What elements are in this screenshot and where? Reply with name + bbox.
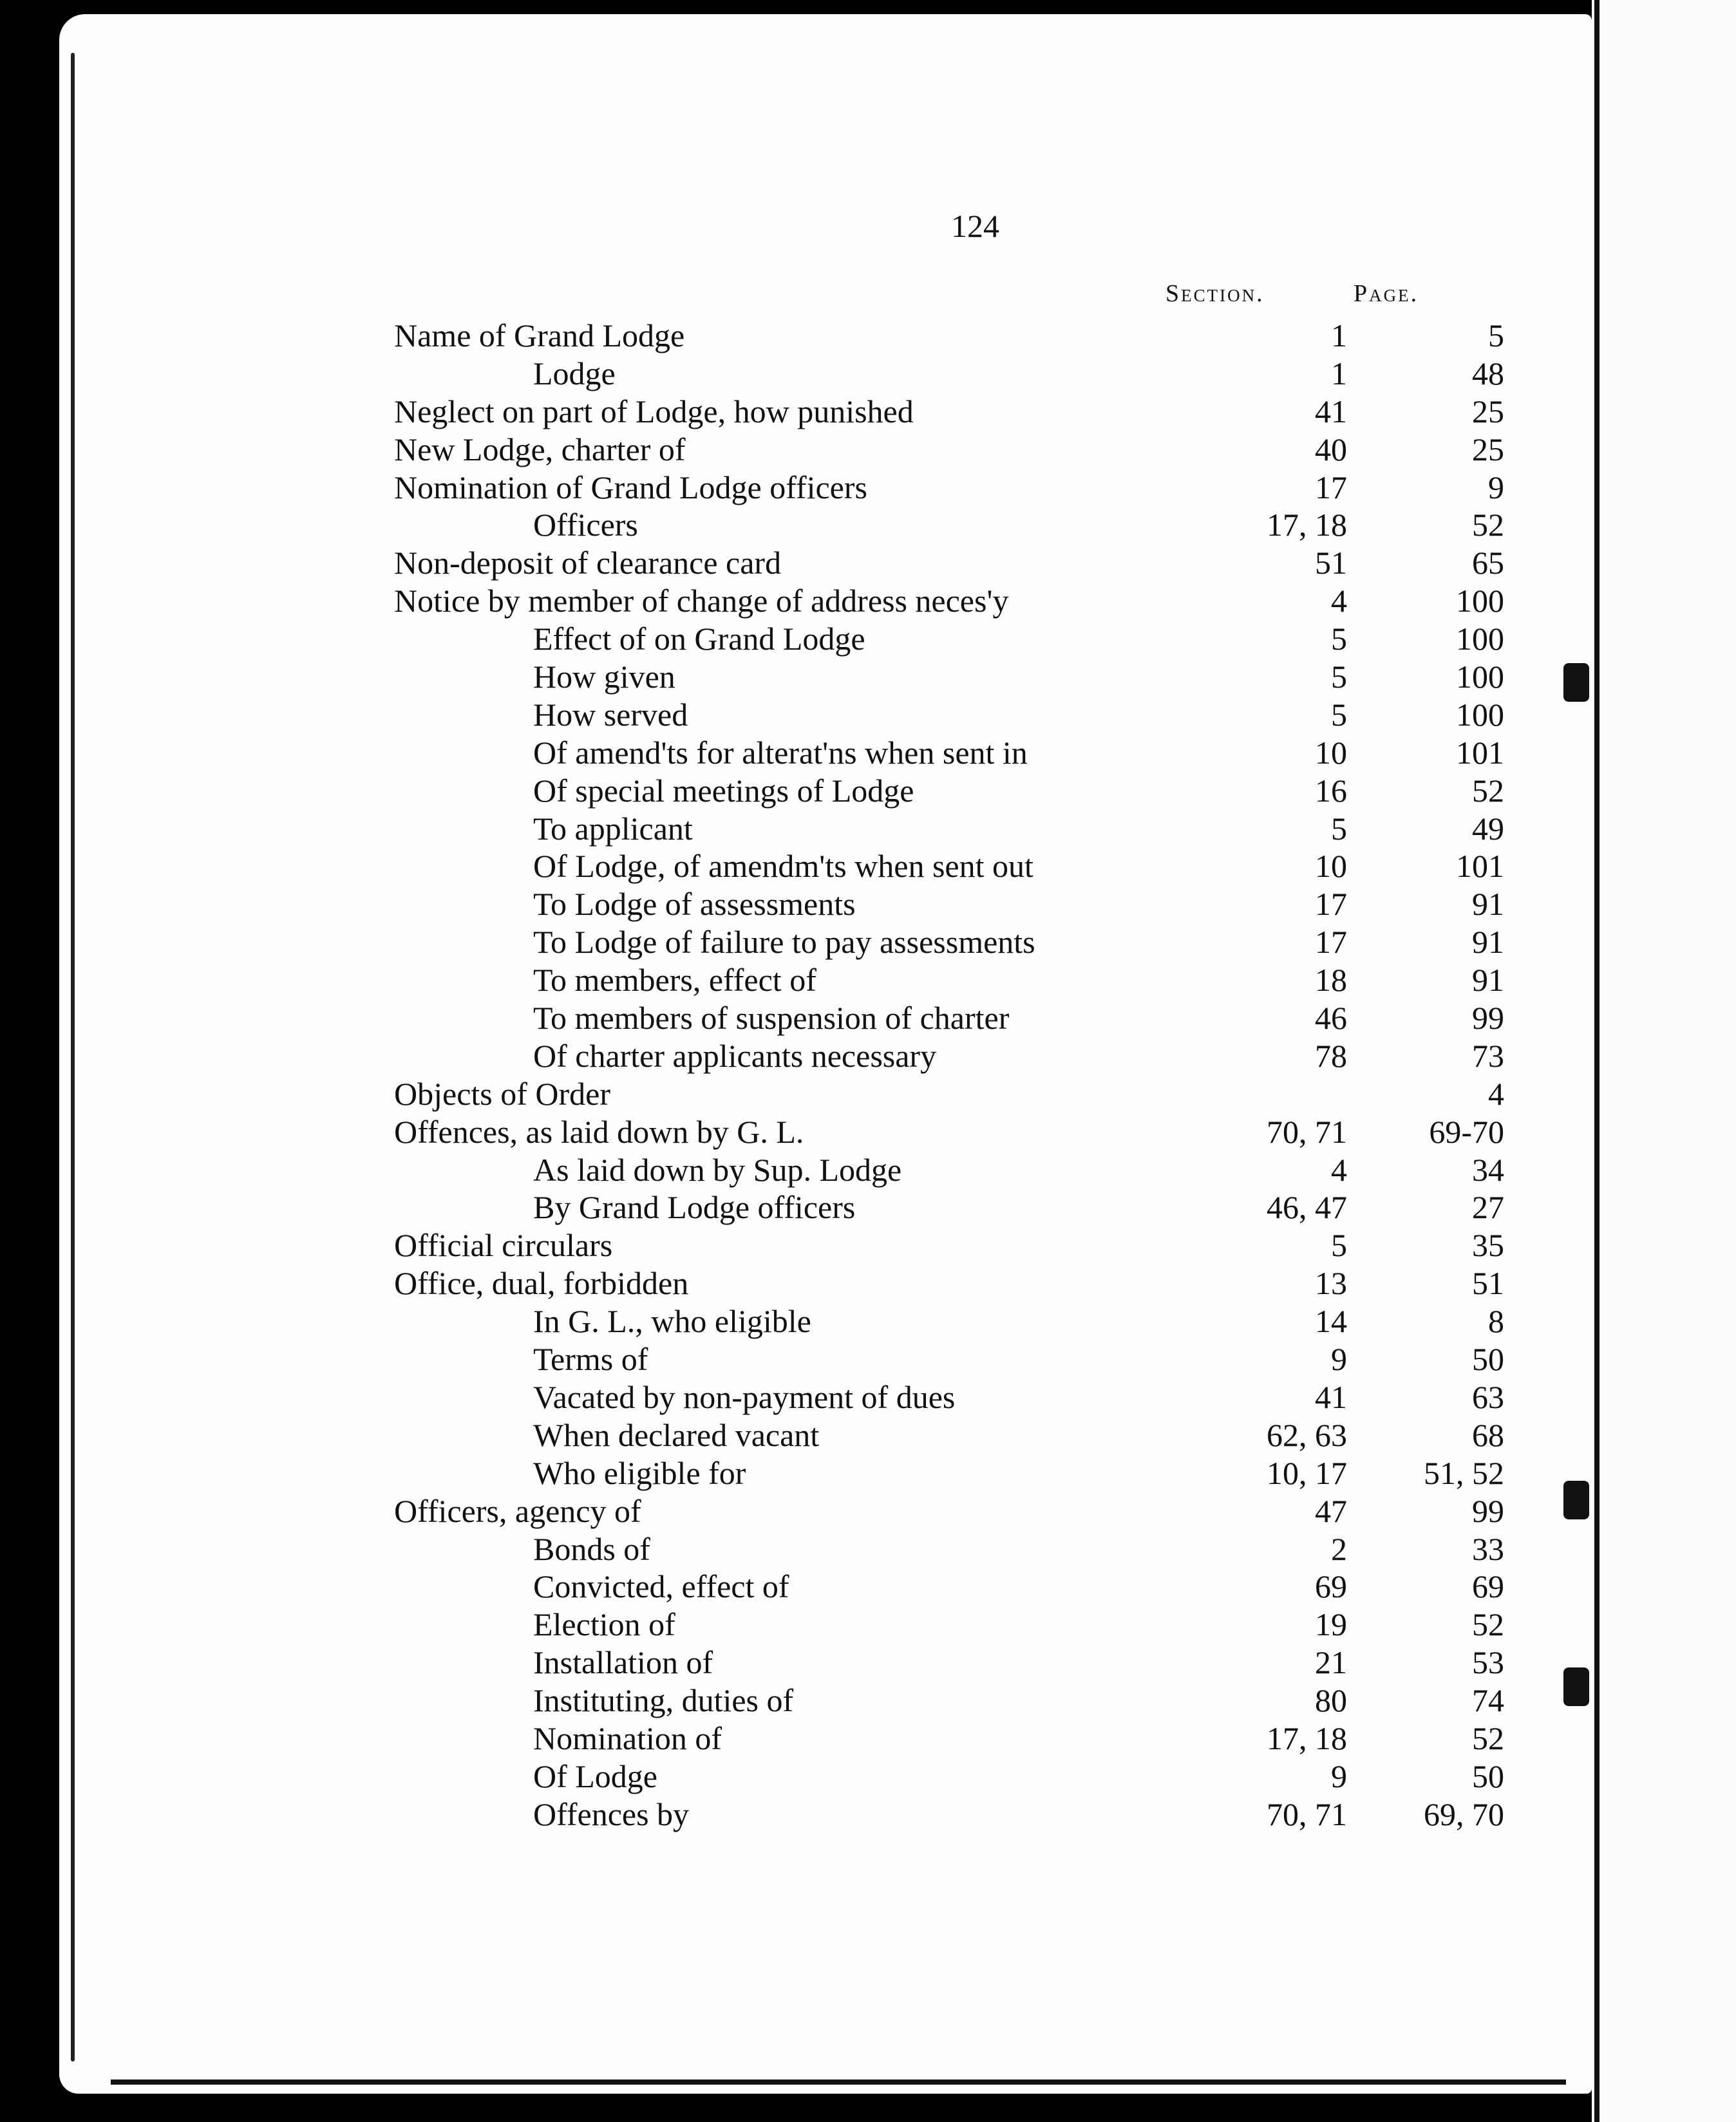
page-ref: 51, 52 [1424,1454,1504,1491]
index-entry [59,544,1592,582]
index-term: When declared vacant [533,1416,820,1453]
index-term: Convicted, effect of [533,1568,789,1605]
index-entry [59,1151,1592,1189]
index-entry [59,696,1592,734]
index-term: Of Lodge [533,1758,657,1794]
section-ref: 17 [1315,924,1347,961]
page-ref: 8 [1488,1303,1504,1340]
binding-stitch-mark [1563,1667,1589,1706]
section-ref: 14 [1315,1303,1347,1340]
page-ref: 5 [1488,317,1504,353]
page-ref: 91 [1472,962,1504,999]
page-ref: 25 [1472,431,1504,467]
section-ref: 62, 63 [1267,1416,1347,1453]
index-term: Official circulars [394,1227,613,1264]
index-entry [59,1720,1592,1758]
index-entry [59,961,1592,999]
index-entry [59,1113,1592,1151]
index-term: Terms of [533,1341,648,1378]
page-ref: 52 [1472,772,1504,809]
index-term: Election of [533,1606,675,1643]
index-term: In G. L., who eligible [533,1303,811,1340]
page-ref: 69-70 [1429,1113,1504,1150]
section-ref: 80 [1315,1682,1347,1719]
index-entry [59,582,1592,620]
index-term: Nomination of Grand Lodge officers [394,469,867,505]
page-ref: 9 [1488,469,1504,505]
index-term: To Lodge of failure to pay assessments [533,924,1035,961]
index-term: Office, dual, forbidden [394,1265,689,1302]
index-entry [59,999,1592,1037]
page-ref: 100 [1456,696,1504,733]
index-entry [59,506,1592,544]
page-ref: 73 [1472,1037,1504,1074]
index-term: Offences, as laid down by G. L. [394,1113,804,1150]
page-ref: 48 [1472,355,1504,391]
index-entry [59,1492,1592,1530]
page-ref: 52 [1472,1606,1504,1643]
page-ref: 65 [1472,545,1504,581]
index-entry [59,469,1592,507]
index-entry [59,1264,1592,1302]
index-term: Nomination of [533,1720,722,1756]
page-ref: 35 [1472,1227,1504,1264]
index-entry [59,1037,1592,1075]
section-ref: 4 [1331,583,1347,619]
section-ref: 51 [1315,545,1347,581]
index-entry [59,431,1592,469]
index-term: Installation of [533,1644,713,1681]
section-ref: 19 [1315,1606,1347,1643]
index-entry [59,1530,1592,1568]
index-entry [59,1226,1592,1264]
index-entry [59,620,1592,658]
index-term: Officers [533,507,638,543]
section-ref: 17 [1315,886,1347,923]
index-term: Instituting, duties of [533,1682,794,1719]
page-ref: 27 [1472,1189,1504,1226]
book-page [59,14,1592,2094]
page-ref: 91 [1472,924,1504,961]
section-ref: 16 [1315,772,1347,809]
section-ref: 41 [1315,393,1347,429]
section-ref: 5 [1331,659,1347,695]
index-entry [59,1454,1592,1492]
page-ref: 50 [1472,1758,1504,1794]
index-term: Vacated by non-payment of dues [533,1378,956,1415]
section-ref: 17 [1315,469,1347,505]
section-ref: 17, 18 [1267,507,1347,543]
section-ref: 40 [1315,431,1347,467]
page-ref: 52 [1472,507,1504,543]
index-term: As laid down by Sup. Lodge [533,1151,902,1188]
page-ref: 99 [1472,1000,1504,1037]
adjacent-page-strip [1592,0,1736,2122]
index-term: Objects of Order [394,1075,610,1112]
index-entry [59,923,1592,961]
section-ref: 9 [1331,1341,1347,1378]
page-ref: 33 [1472,1530,1504,1567]
section-ref: 5 [1331,810,1347,847]
index-entry [59,1302,1592,1340]
index-entry [59,393,1592,431]
page-ref: 52 [1472,1720,1504,1756]
index-entry [59,847,1592,885]
index-entry [59,885,1592,923]
index-term: By Grand Lodge officers [533,1189,856,1226]
index-entries [59,317,1592,1834]
index-entry [59,1796,1592,1834]
index-term: How given [533,659,675,695]
index-term: Non-deposit of clearance card [394,545,782,581]
page-ref: 100 [1456,659,1504,695]
index-entry [59,1682,1592,1720]
index-entry [59,317,1592,355]
index-entry [59,1416,1592,1454]
index-term: Neglect on part of Lodge, how punished [394,393,914,429]
index-term: To applicant [533,810,693,847]
section-ref: 5 [1331,696,1347,733]
page-ref: 101 [1456,734,1504,771]
section-ref: 5 [1331,621,1347,657]
section-ref: 18 [1315,962,1347,999]
index-term: Offences by [533,1796,690,1832]
section-ref: 13 [1315,1265,1347,1302]
section-ref: 21 [1315,1644,1347,1681]
index-term: To members, effect of [533,962,816,999]
index-term: Of charter applicants necessary [533,1037,937,1074]
section-ref: 70, 71 [1267,1113,1347,1150]
page-ref: 100 [1456,621,1504,657]
index-entry [59,1606,1592,1644]
section-ref: 78 [1315,1037,1347,1074]
section-ref: 5 [1331,1227,1347,1264]
page-ref: 51 [1472,1265,1504,1302]
page-ref: 91 [1472,886,1504,923]
section-ref: 46, 47 [1267,1189,1347,1226]
index-term: To members of suspension of charter [533,1000,1010,1037]
index-entry [59,810,1592,848]
section-ref: 69 [1315,1568,1347,1605]
page-ref: 50 [1472,1341,1504,1378]
page-column-header: Page. [1354,280,1419,307]
index-term: How served [533,696,688,733]
section-ref: 47 [1315,1492,1347,1529]
binding-stitch-mark [1563,663,1589,702]
index-entry [59,1568,1592,1606]
binding-spine [1594,0,1599,2122]
index-term: Of Lodge, of amendm'ts when sent out [533,848,1033,885]
section-column-header: Section. [1165,280,1265,307]
index-entry [59,772,1592,810]
page-number: 124 [951,208,999,244]
page-ref: 101 [1456,848,1504,885]
index-entry [59,1378,1592,1416]
index-entry [59,355,1592,393]
page-ref: 69 [1472,1568,1504,1605]
page-ref: 68 [1472,1416,1504,1453]
index-term: Lodge [533,355,616,391]
binding-stitch-mark [1563,1481,1589,1519]
section-ref: 70, 71 [1267,1796,1347,1832]
index-term: Notice by member of change of address neces'y [394,583,1009,619]
index-term: Of special meetings of Lodge [533,772,914,809]
index-term: To Lodge of assessments [533,886,856,923]
section-ref: 9 [1331,1758,1347,1794]
section-ref: 1 [1331,355,1347,391]
index-term: Of amend'ts for alterat'ns when sent in [533,734,1028,771]
section-ref: 10, 17 [1267,1454,1347,1491]
section-ref: 17, 18 [1267,1720,1347,1756]
page-ref: 99 [1472,1492,1504,1529]
page-ref: 63 [1472,1378,1504,1415]
index-entry [59,1644,1592,1682]
index-entry [59,1188,1592,1226]
page-ref: 49 [1472,810,1504,847]
index-entry [59,734,1592,772]
index-entry [59,1758,1592,1796]
index-term: Officers, agency of [394,1492,641,1529]
section-ref: 4 [1331,1151,1347,1188]
page-ref: 53 [1472,1644,1504,1681]
index-entry [59,1340,1592,1378]
page-ref: 74 [1472,1682,1504,1719]
page-ref: 4 [1488,1075,1504,1112]
section-ref: 10 [1315,848,1347,885]
page-ref: 34 [1472,1151,1504,1188]
page-ref: 100 [1456,583,1504,619]
section-ref: 46 [1315,1000,1347,1037]
page-ref: 25 [1472,393,1504,429]
section-ref: 41 [1315,1378,1347,1415]
index-term: Bonds of [533,1530,650,1567]
index-entry [59,1075,1592,1113]
index-term: Effect of on Grand Lodge [533,621,865,657]
index-term: Name of Grand Lodge [394,317,685,353]
section-ref: 2 [1331,1530,1347,1567]
index-term: New Lodge, charter of [394,431,686,467]
page-ref: 69, 70 [1424,1796,1504,1832]
page-bottom-edge [111,2080,1566,2085]
index-term: Who eligible for [533,1454,746,1491]
index-entry [59,658,1592,696]
section-ref: 10 [1315,734,1347,771]
section-ref: 1 [1331,317,1347,353]
